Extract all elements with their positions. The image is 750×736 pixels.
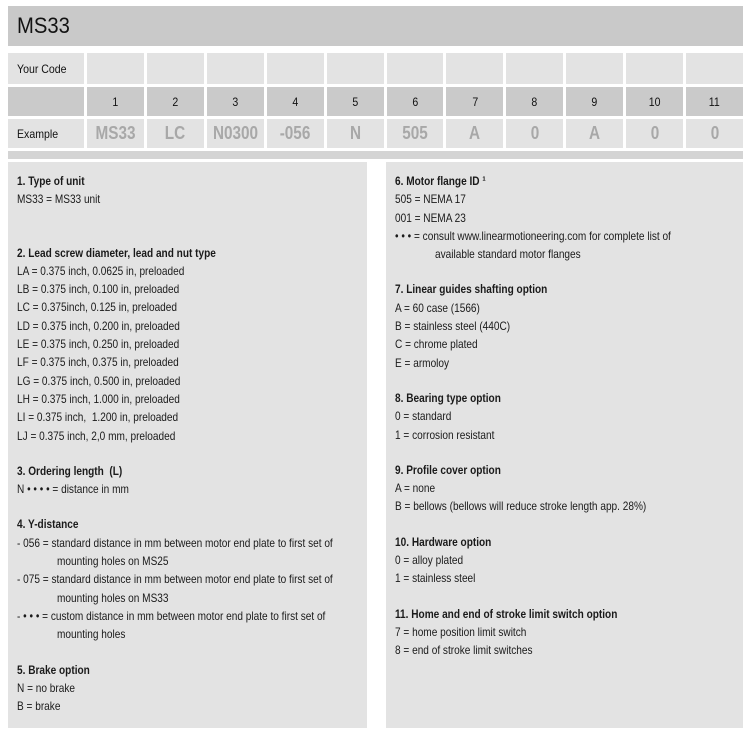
section-line <box>17 390 358 408</box>
section-line-text: LE = 0.375 inch, 0.250 in, preloaded <box>17 337 180 352</box>
column-number-cell-text: 9 <box>591 94 598 109</box>
section-heading <box>17 515 358 533</box>
section-line-text: 0 = alloy plated <box>395 553 464 568</box>
section-line <box>17 625 358 643</box>
description-panels <box>8 162 743 728</box>
column-number-row <box>8 87 743 116</box>
title-bar <box>8 6 743 46</box>
column-number-cell-text: 5 <box>352 94 359 109</box>
column-number-cell <box>626 87 683 116</box>
example-value-cell-text: N <box>349 123 361 143</box>
section-line <box>17 262 358 280</box>
section-line <box>17 317 358 335</box>
section <box>395 461 734 516</box>
example-value-cell <box>626 119 683 148</box>
left-description-panel <box>8 162 367 728</box>
section-heading <box>395 280 734 298</box>
example-value-cell <box>147 119 204 148</box>
section <box>395 172 734 263</box>
example-value-cell-text: -056 <box>279 123 311 143</box>
separator-strip <box>8 151 743 159</box>
section-line-text: 1 = stainless steel <box>395 571 476 586</box>
section-line <box>395 426 734 444</box>
section-line <box>17 280 358 298</box>
section-heading <box>17 661 358 679</box>
your-code-cell <box>267 53 324 84</box>
section-line <box>395 209 734 227</box>
section-line <box>17 697 358 715</box>
section-line <box>17 335 358 353</box>
your-code-cell <box>566 53 623 84</box>
your-code-cell <box>327 53 384 84</box>
column-number-cell-text: 7 <box>471 94 478 109</box>
section-line-text: - 075 = standard distance in mm between motor end plate to first set of <box>17 572 333 587</box>
section <box>17 244 358 445</box>
section-heading-text: 9. Profile cover option <box>395 462 501 477</box>
section-line <box>17 408 358 426</box>
your-code-cell <box>387 53 444 84</box>
column-number-cell-text: 3 <box>232 94 239 109</box>
section-line-text: B = bellows (bellows will reduce stroke length app. 28%) <box>395 499 647 514</box>
column-number-cell-text: 6 <box>412 94 418 109</box>
your-code-cell <box>686 53 743 84</box>
section-line-text: A = 60 case (1566) <box>395 300 480 315</box>
section-line <box>395 190 734 208</box>
section-line-text: N • • • • = distance in mm <box>17 482 129 497</box>
section-line <box>17 552 358 570</box>
section-heading-text: 3. Ordering length (L) <box>17 463 123 478</box>
example-value-cell-text: A <box>469 123 481 143</box>
column-number-cell-text: 1 <box>112 94 119 109</box>
example-value-cell <box>87 119 144 148</box>
column-number-cell <box>267 87 324 116</box>
section-line <box>395 479 734 497</box>
section-line-text: available standard motor flanges <box>435 247 581 262</box>
section-line-text: • • • = consult www.linearmotioneering.com for complete list of <box>395 228 671 243</box>
column-number-cell-text: 4 <box>292 94 299 109</box>
section-line-text: LC = 0.375inch, 0.125 in, preloaded <box>17 300 178 315</box>
right-description-panel <box>386 162 743 728</box>
section-line-text: 8 = end of stroke limit switches <box>395 643 533 658</box>
section-line-text: E = armoloy <box>395 355 450 370</box>
your-code-cell <box>626 53 683 84</box>
section-heading <box>17 244 358 262</box>
example-value-cell-text: A <box>589 123 601 143</box>
column-number-cell <box>506 87 563 116</box>
section-line-text: LJ = 0.375 inch, 2,0 mm, preloaded <box>17 428 176 443</box>
section-line <box>17 534 358 552</box>
column-number-cell <box>387 87 444 116</box>
example-value-cell-text: 0 <box>530 123 540 143</box>
section-line-text: 001 = NEMA 23 <box>395 210 466 225</box>
section-line <box>395 335 734 353</box>
section <box>395 280 734 371</box>
column-number-cell <box>207 87 264 116</box>
section-line <box>17 372 358 390</box>
example-value-cell-text: 0 <box>650 123 659 143</box>
section-line-text: LG = 0.375 inch, 0.500 in, preloaded <box>17 373 181 388</box>
section-line-text: mounting holes on MS25 <box>57 554 169 569</box>
section-line <box>395 569 734 587</box>
section-line <box>395 317 734 335</box>
section-heading-text: 4. Y-distance <box>17 517 79 532</box>
section-line <box>395 245 734 263</box>
section-line <box>395 551 734 569</box>
section-line <box>395 497 734 515</box>
section-heading-text: 5. Brake option <box>17 662 90 677</box>
section-line-text: C = chrome plated <box>395 337 478 352</box>
example-value-cell-text: LC <box>165 123 186 143</box>
column-number-cell-text: 2 <box>172 94 179 109</box>
section-line <box>395 354 734 372</box>
section-line-text: LB = 0.375 inch, 0.100 in, preloaded <box>17 282 180 297</box>
section-line <box>17 480 358 498</box>
section-line-text: MS33 = MS33 unit <box>17 192 101 207</box>
section <box>17 661 358 716</box>
section-line-text: - 056 = standard distance in mm between motor end plate to first set of <box>17 535 333 550</box>
section-line <box>17 190 358 208</box>
section <box>395 389 734 444</box>
section-line-text: B = stainless steel (440C) <box>395 319 511 334</box>
page-title: MS33 <box>17 13 70 38</box>
section-line <box>17 679 358 697</box>
section-line <box>17 427 358 445</box>
example-value-cell-text: 0 <box>710 123 719 143</box>
section-line-text: mounting holes on MS33 <box>57 590 169 605</box>
example-value-cell <box>267 119 324 148</box>
section-line <box>395 623 734 641</box>
section-heading <box>17 172 358 190</box>
example-row <box>8 119 743 148</box>
section-line <box>17 607 358 625</box>
column-number-cell <box>147 87 204 116</box>
example-value-cell <box>446 119 503 148</box>
section-heading <box>395 461 734 479</box>
section-line <box>395 407 734 425</box>
section-heading <box>395 533 734 551</box>
section-line-text: LD = 0.375 inch, 0.200 in, preloaded <box>17 318 180 333</box>
section-line-text: A = none <box>395 481 436 496</box>
example-value-cell <box>207 119 264 148</box>
column-number-cell <box>566 87 623 116</box>
section-line <box>17 353 358 371</box>
section-heading-text: 1. Type of unit <box>17 174 85 188</box>
column-number-cell <box>87 87 144 116</box>
section-heading-text: 7. Linear guides shafting option <box>395 282 548 297</box>
example-label: Example <box>17 126 59 141</box>
section <box>17 462 358 499</box>
section-line-text: N = no brake <box>17 680 75 695</box>
section-heading <box>17 462 358 480</box>
section-line-text: - • • • = custom distance in mm between motor end plate to first set of <box>17 608 326 623</box>
your-code-cell <box>87 53 144 84</box>
section-heading-text: 8. Bearing type option <box>395 390 501 405</box>
example-value-cell-text: N0300 <box>212 123 258 143</box>
your-code-label-cell <box>8 53 84 84</box>
column-number-cell-text: 10 <box>648 94 661 109</box>
column-number-cell <box>446 87 503 116</box>
section <box>17 515 358 643</box>
example-value-cell <box>387 119 444 148</box>
column-number-cell-text: 11 <box>709 94 721 109</box>
column-number-cell-text: 8 <box>531 94 538 109</box>
section-line-text: B = brake <box>17 699 61 714</box>
example-value-cell <box>327 119 384 148</box>
section-heading <box>395 389 734 407</box>
example-label-cell <box>8 119 84 148</box>
section-line-text: LA = 0.375 inch, 0.0625 in, preloaded <box>17 263 185 278</box>
section-line <box>17 298 358 316</box>
section-line-text: LI = 0.375 inch, 1.200 in, preloaded <box>17 410 179 425</box>
column-number-cell <box>686 87 743 116</box>
section-line-text: 1 = corrosion resistant <box>395 427 495 442</box>
section-line <box>17 570 358 588</box>
example-value-cell <box>686 119 743 148</box>
section-line-text: 0 = standard <box>395 409 452 424</box>
your-code-cell <box>207 53 264 84</box>
your-code-cell <box>446 53 503 84</box>
column-number-cell <box>327 87 384 116</box>
section-heading <box>395 605 734 623</box>
example-value-cell <box>566 119 623 148</box>
section-heading-text: 2. Lead screw diameter, lead and nut type <box>17 245 216 260</box>
section-line-text: mounting holes <box>57 627 126 642</box>
your-code-row <box>8 53 743 84</box>
your-code-label: Your Code <box>17 61 67 76</box>
section-heading-text: 11. Home and end of stroke limit switch option <box>395 606 618 621</box>
section-line <box>17 589 358 607</box>
section-heading <box>395 172 734 190</box>
section-line-text: 7 = home position limit switch <box>395 624 527 639</box>
your-code-cell <box>147 53 204 84</box>
section-heading-text: 10. Hardware option <box>395 534 492 549</box>
example-value-cell <box>506 119 563 148</box>
section-line-text: LH = 0.375 inch, 1.000 in, preloaded <box>17 391 180 406</box>
section-line-text: LF = 0.375 inch, 0.375 in, preloaded <box>17 355 179 370</box>
example-value-cell-text: 505 <box>402 123 428 143</box>
number-row-label-cell <box>8 87 84 116</box>
section-heading-text: 6. Motor flange ID ¹ <box>395 174 486 188</box>
section <box>395 533 734 588</box>
section-line <box>395 227 734 245</box>
section-line-text: 505 = NEMA 17 <box>395 192 466 207</box>
your-code-cell <box>506 53 563 84</box>
example-value-cell-text: MS33 <box>95 123 136 143</box>
section-line <box>395 299 734 317</box>
section-line <box>395 641 734 659</box>
section <box>395 605 734 660</box>
section <box>17 172 358 209</box>
